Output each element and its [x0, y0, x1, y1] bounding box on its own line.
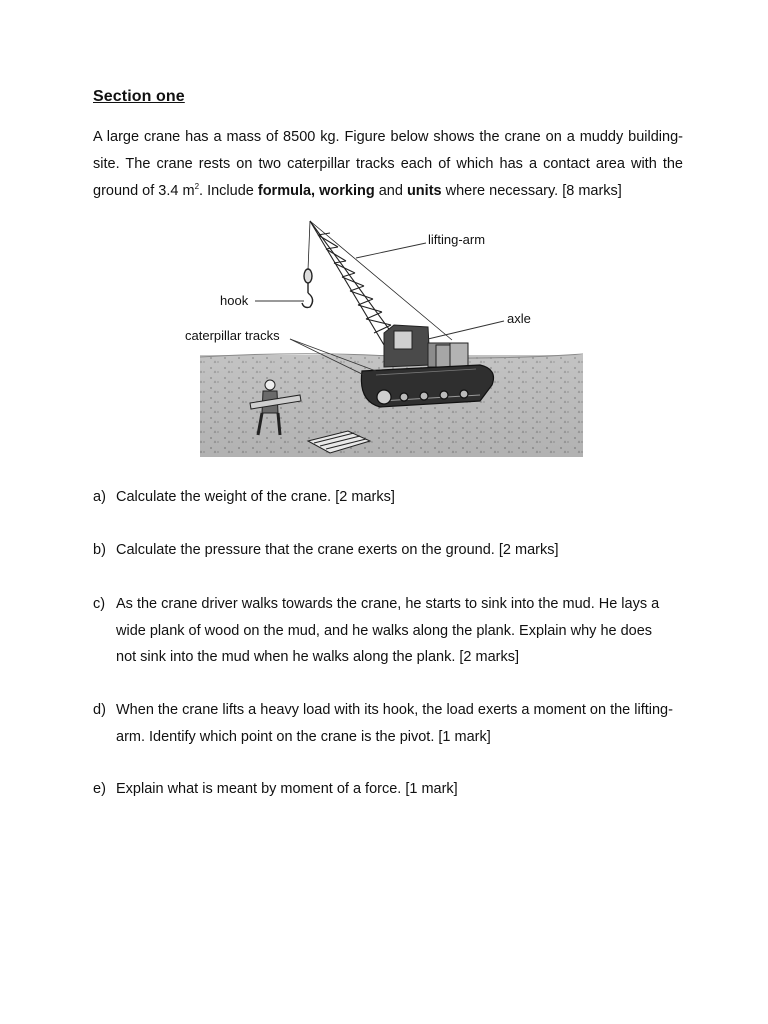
question-a: [93, 484, 673, 511]
question-label: a): [93, 489, 106, 505]
intro-bold-units: units: [406, 183, 442, 199]
question-b: [93, 537, 673, 564]
intro-paragraph: [93, 124, 683, 205]
intro-text-1: A large crane has a mass of 8500 kg. Figure below shows the crane on a muddy building-site. The crane rests on two caterpillar tracks each of which has a contact area with the ground of 3.4 m: [93, 129, 683, 199]
intro-text-4: where necessary. [8 marks]: [441, 183, 622, 199]
intro-text-2: . Include: [199, 183, 258, 199]
crane-cab: [384, 325, 468, 367]
question-label: b): [93, 542, 106, 558]
label-lifting-arm: lifting-arm: [428, 232, 486, 247]
question-text: Calculate the pressure that the crane exerts on the ground. [2 marks]: [116, 542, 559, 558]
intro-bold-formula: formula, working: [257, 183, 375, 199]
question-label: c): [93, 596, 106, 612]
hook-drawing: [302, 269, 313, 308]
intro-text-3: and: [374, 183, 407, 199]
question-e: [93, 776, 673, 803]
caterpillar-track-drawing: [361, 365, 493, 407]
question-d: [93, 697, 673, 750]
label-axle: axle: [507, 311, 531, 326]
crane-figure: [180, 215, 590, 460]
question-text: Calculate the weight of the crane. [2 marks]: [116, 489, 395, 505]
question-c: [93, 591, 673, 671]
label-hook: hook: [220, 293, 249, 308]
intro-superscript: 2: [194, 182, 200, 191]
question-label: d): [93, 702, 106, 718]
question-text: As the crane driver walks towards the crane, he starts to sink into the mud. He lays a wide plank of wood on the mud, and he walks along the plank. Explain why he does not sink into the mud when he walks along the plank. [2 marks]: [116, 596, 660, 665]
question-text: Explain what is meant by moment of a force. [1 mark]: [116, 781, 458, 797]
question-text: When the crane lifts a heavy load with its hook, the load exerts a moment on the lifting-arm. Identify which point on the crane is the pivot. [1 mark]: [116, 702, 673, 745]
question-label: e): [93, 781, 106, 797]
section-heading: Section one: [93, 88, 185, 105]
label-caterpillar-tracks: caterpillar tracks: [185, 328, 280, 343]
